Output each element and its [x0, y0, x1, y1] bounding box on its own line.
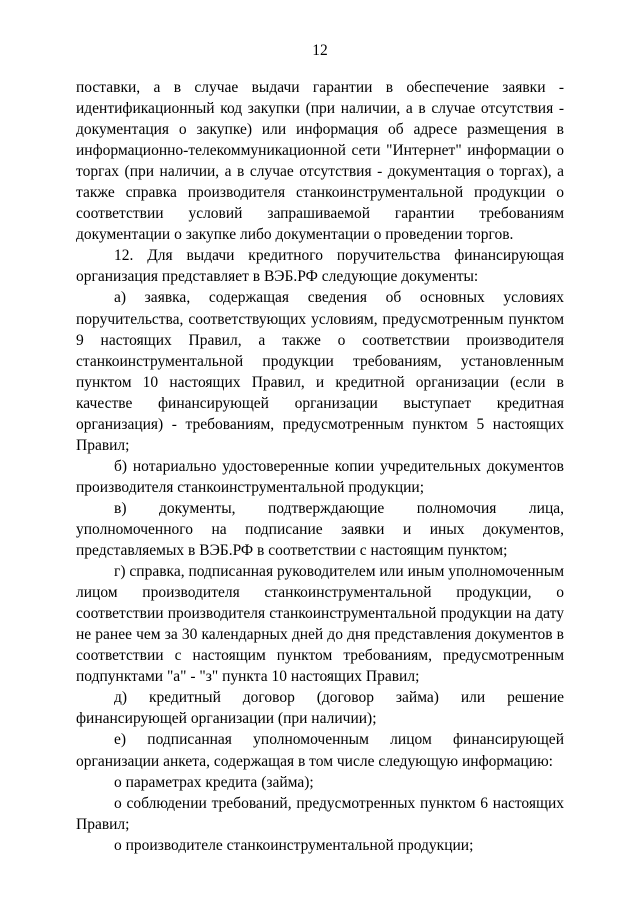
paragraph-continuation: поставки, а в случае выдачи гарантии в обеспечение заявки - идентификационный код закупки (при наличии, а в случае отсутствия - документация о закупке) или информация об адресе размещения в информационно-телекоммуникационной сети "Интернет" информации о торгах (при наличии, а в случае отсутствия - документация о торгах), а также справка производителя станкоинструментальной продукции о соответствии условий запрашиваемой гарантии требованиям документации о закупке либо документации о проведении торгов. — [76, 79, 564, 244]
info-item-producer: о производителе станкоинструментальной продукции; — [114, 836, 474, 854]
list-item-v: в) документы, подтверждающие полномочия лица, уполномоченного на подписание заявки и иных документов, представляемых в ВЭБ.РФ в соответствии с настоящим пунктом; — [76, 499, 564, 560]
paragraph-clause-12: 12. Для выдачи кредитного поручительства финансирующая организация представляет в ВЭБ.РФ следующие документы: — [76, 247, 564, 286]
list-item-b: б) нотариально удостоверенные копии учредительных документов производителя станкоинструментальной продукции; — [76, 457, 564, 496]
info-item-requirements: о соблюдении требований, предусмотренных пунктом 6 настоящих Правил; — [76, 794, 564, 833]
document-body — [76, 77, 564, 856]
list-item-d: д) кредитный договор (договор займа) или решение финансирующей организации (при наличии); — [76, 689, 564, 728]
list-item-a: а) заявка, содержащая сведения об основных условиях поручительства, соответствующих условиям, предусмотренным пунктом 9 настоящих Правил, а также о соответствии производителя станкоинструментальной продукции требованиям, установленным пунктом 10 настоящих Правил, и кредитной организации (если в качестве финансирующей организации выступает кредитная организация) - требованиям, предусмотренным пунктом 5 настоящих Правил; — [76, 289, 564, 454]
list-item-g: г) справка, подписанная руководителем или иным уполномоченным лицом производителя станкоинструментальной продукции, о соответствии производителя станкоинструментальной продукции на дату не ранее чем за 30 календарных дней до дня представления документов в соответствии с настоящим пунктом требованиям, предусмотренным подпунктами "а" - "з" пункта 10 настоящих Правил; — [76, 563, 564, 686]
info-item-credit-parameters: о параметрах кредита (займа); — [114, 773, 314, 791]
page-number: 12 — [312, 42, 328, 59]
list-item-e: е) подписанная уполномоченным лицом финансирующей организации анкета, содержащая в том числе следующую информацию: — [76, 731, 564, 770]
